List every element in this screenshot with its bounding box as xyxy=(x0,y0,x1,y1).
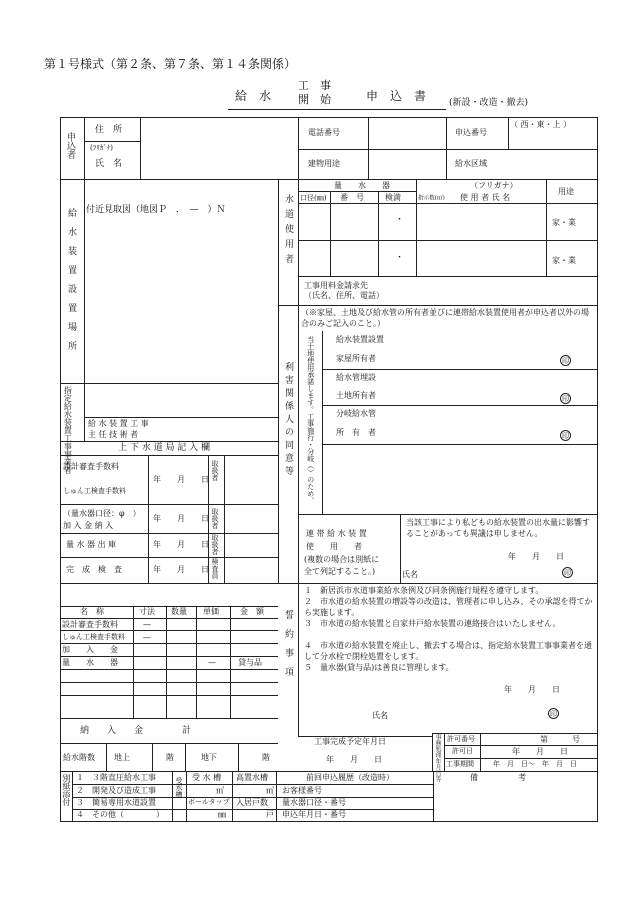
fee-header-qty: 数量 xyxy=(171,607,187,616)
floors-below-unit: 階 xyxy=(262,753,270,762)
water-user-label: 水道使用者 xyxy=(283,194,293,269)
office-row-meter: 量 水 器 出 庫 xyxy=(66,540,117,549)
floors-label: 給水階数 xyxy=(63,753,95,762)
use-value-2: 家・業 xyxy=(552,256,576,265)
tank-col-1: 受 水 槽 xyxy=(192,773,222,782)
consent-text: 当該工事により私どもの給水装置の出水量に影響することがあっても異議は申しません。 xyxy=(406,518,590,538)
pledge-label: 誓約事項 xyxy=(283,610,293,686)
address-label: 住 所 xyxy=(95,125,123,135)
joint-2: 使 用 者 xyxy=(306,542,362,551)
bldg-use-label: 建物用途 xyxy=(308,159,340,168)
applicant-label: 申込者 xyxy=(65,132,75,159)
period-label: 工事期間 xyxy=(446,760,474,768)
tank-label: 受水槽 xyxy=(175,777,183,798)
fee-row-meter: 量 水 器 xyxy=(62,658,118,667)
joint-4: 全て列記すること。) xyxy=(304,567,376,576)
reading-label: 指示数(㎥) xyxy=(418,194,445,202)
test-dot-1: ・ xyxy=(395,215,405,225)
form-frame xyxy=(60,117,598,822)
permit-date-value: 年 月 日 xyxy=(512,747,568,756)
office-date-3: 年 月 日 xyxy=(153,540,209,549)
seal-1: 印 xyxy=(562,357,569,365)
period-value: 年 月 日～ 年 月 日 xyxy=(493,760,577,768)
floors-below: 地下 xyxy=(201,753,217,762)
pledge-3: ３ 市水道の給水装置と自家井戸給水装置の連絡接合はいたしません。 xyxy=(304,619,561,628)
remarks-label: 備 考 xyxy=(470,773,526,782)
fee-row-join: 加 入 金 xyxy=(62,645,118,654)
site-label: 給水装置設置場所 xyxy=(66,208,76,360)
stake-side: 当土地使用承諾します。工事施行・分岐（）のため、 xyxy=(306,336,315,504)
prev-history-label: 前回申込履歴（改造時） xyxy=(306,773,394,782)
pledge-5: ５ 量水器(貸与品)は善良に管理します。 xyxy=(304,663,454,672)
consent-date: 年 月 日 xyxy=(508,552,564,561)
tank-col-4: 入居戸数 xyxy=(236,798,268,807)
title-moushikomi: 申 込 書 xyxy=(366,89,427,103)
office-row-completion-fee: しゅん工検査手数料 xyxy=(63,487,126,495)
owner-line-5: 分岐給水管 xyxy=(336,409,376,418)
office-row-join: （量水器口径：φ ） 加 入 金 納 入 xyxy=(63,509,141,530)
stakeholder-label: 利害関係人の同意等 xyxy=(283,362,293,479)
office-section-title: 上 下 水 道 局 記 入 欄 xyxy=(118,443,211,453)
form-number: 第１号様式（第２条、第７条、第１４条関係） xyxy=(44,57,297,71)
attach-item-4: ４ その他（ ） xyxy=(76,810,164,819)
app-date-label: 申込年月日・番号 xyxy=(282,810,346,819)
fee-dash-2: — xyxy=(143,633,151,642)
fee-header-name: 名 称 xyxy=(80,607,104,616)
meter-number-label: 番 号 xyxy=(340,193,364,202)
fee-loan: 貸与品 xyxy=(238,658,262,667)
unit-mm: ㎜ xyxy=(218,810,226,819)
completion-label: 工事完成予定年月日 xyxy=(314,737,386,746)
joint-1: 連 帯 給 水 装 置 xyxy=(306,529,367,538)
owner-line-4: 土地所有者 xyxy=(336,391,376,400)
title-kyusui: 給 水 xyxy=(235,89,272,103)
attach-item-3: ３ 簡易専用水道設置 xyxy=(76,798,156,807)
permit-no-label: 許可番号 xyxy=(447,735,475,743)
total-kei: 計 xyxy=(182,726,192,736)
fee-dash-3: — xyxy=(208,658,216,667)
fee-header-size: 寸法 xyxy=(139,607,155,616)
seal-4: 印 xyxy=(564,569,571,577)
seal-5: 印 xyxy=(550,710,557,718)
app-no-label: 申込番号 xyxy=(455,128,487,137)
title-underline xyxy=(228,109,446,110)
owner-line-6: 所 有 者 xyxy=(336,428,376,437)
attach-item-2: ２ 開発及び造成工事 xyxy=(76,786,156,795)
permit-date-label: 許可日 xyxy=(452,747,473,755)
owner-line-1: 給水装置設置 xyxy=(336,335,384,344)
pledge-name-label: 氏名 xyxy=(372,711,388,720)
fee-row-completion: しゅん工検査手数料 xyxy=(62,633,125,641)
permit-no-value: 第 号 xyxy=(540,735,580,744)
subtitle: (新設・改造・撤去) xyxy=(449,98,529,108)
unit-m3-2: ㎥ xyxy=(266,786,274,795)
chief-engineer-label: 給 水 装 置 工 事 主 任 技 術 者 xyxy=(88,419,149,439)
owner-line-2: 家屋所有者 xyxy=(336,354,376,363)
tank-col-2: 高置水槽 xyxy=(236,773,268,782)
floors-above-unit: 階 xyxy=(166,753,174,762)
title-kaishi: 開 始 xyxy=(298,93,331,106)
seal-2: 印 xyxy=(562,395,569,403)
use-value-1: 家・業 xyxy=(552,218,576,227)
fee-row-design: 設計審査手数料 xyxy=(62,620,118,629)
office-row-inspection: 完 成 検 査 xyxy=(66,565,122,574)
handler-3: 取扱者 xyxy=(211,534,219,555)
handler-2: 取扱者 xyxy=(211,508,219,529)
office-date-2: 年 月 日 xyxy=(153,514,209,523)
meter-group-label: 量 水 器 xyxy=(334,181,390,190)
contractor-label: 指定給水装置工事事業者 xyxy=(63,386,73,474)
fee-header-amount: 金 額 xyxy=(240,607,264,616)
inspector: 検査員 xyxy=(211,558,219,579)
office-date-1: 年 月 日 xyxy=(153,475,209,484)
furigana-label: (ﾌﾘｶﾞﾅ) xyxy=(90,144,113,152)
handler-1: 取扱者 xyxy=(211,460,219,481)
supply-area-label: 給水区域 xyxy=(455,159,487,168)
tank-col-3: ボールタップ xyxy=(188,798,230,806)
completion-date: 年 月 日 xyxy=(326,755,382,764)
pledge-4: ４ 市水道の給水装置を廃止し、撤去する場合は、指定給水装置工事事業者を通して分水栓で閉栓処置をします。 xyxy=(304,641,592,661)
name-label: 氏 名 xyxy=(95,159,123,169)
consent-name-label: 氏名 xyxy=(402,570,418,579)
direction-options: （ 西・東・上 ） xyxy=(510,120,572,129)
fee-header-unit: 単価 xyxy=(203,607,219,616)
office-row-design: 設計審査手数料 xyxy=(63,462,119,471)
use-label: 用途 xyxy=(558,187,574,196)
phone-label: 電話番号 xyxy=(308,128,340,137)
pledge-2: ２ 市水道の給水装置の増設等の改造は、管理者に申し込み、その承認を得てから実施します。 xyxy=(304,597,593,617)
user-name-label: 使 用 者 氏 名 xyxy=(460,193,511,202)
pledge-date: 年 月 日 xyxy=(504,685,560,694)
attach-label: 別紙添付 xyxy=(62,774,71,806)
total-label: 納 入 金 xyxy=(80,726,144,736)
title-koji: 工 事 xyxy=(298,79,331,92)
fee-dash-1: — xyxy=(143,620,151,629)
attach-item-1: １ ３階直圧給水工事 xyxy=(76,773,156,782)
joint-3: (複数の場合は別紙に xyxy=(304,555,380,564)
customer-no-label: お客様番号 xyxy=(282,786,322,795)
stake-note: （※家屋、土地及び給水管の所有者並びに連帯給水装置使用者が申込者以外の場合のみご記入のこと。） xyxy=(301,308,589,328)
test-dot-2: ・ xyxy=(395,253,405,263)
meter-no-label: 量水器口径・番号 xyxy=(282,798,346,807)
seal-3: 印 xyxy=(562,432,569,440)
unit-ko: 戸 xyxy=(266,810,274,819)
office-processing-label: 事務処理年月日等 xyxy=(434,734,441,782)
user-furigana-label: （フリガナ） xyxy=(470,181,518,190)
test-label: 検満 xyxy=(385,193,401,202)
billing-label: 工事用料金請求先（氏名、住所、電話） xyxy=(304,281,384,300)
owner-line-3: 給水管埋設 xyxy=(336,373,376,382)
floors-above: 地上 xyxy=(114,753,130,762)
map-label: 付近見取図（地図Ｐ ． — ）Ｎ xyxy=(86,205,226,215)
caliber-label: 口径(㎜) xyxy=(300,194,327,202)
unit-m3-1: ㎥ xyxy=(216,786,224,795)
pledge-1: １ 新居浜市水道事業給水条例及び同条例施行規程を遵守します。 xyxy=(304,586,544,595)
office-date-4: 年 月 日 xyxy=(153,565,209,574)
